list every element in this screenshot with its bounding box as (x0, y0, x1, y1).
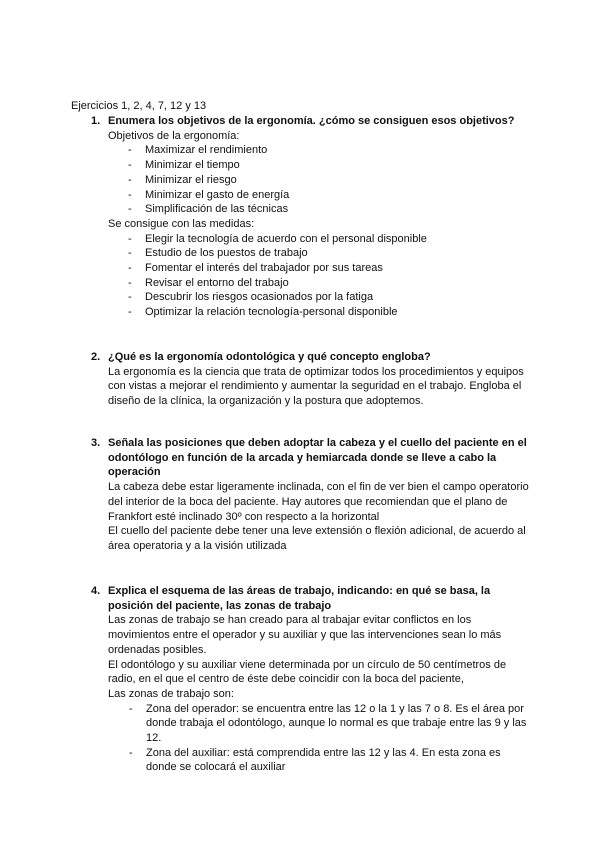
question-1-title-row (91, 114, 531, 129)
question-4-number: 4. (91, 585, 101, 597)
question-1-number: 1. (91, 115, 101, 127)
question-3-body (91, 480, 531, 554)
list-item: - Maximizar el rendimiento (128, 143, 531, 158)
question-2 (91, 350, 531, 409)
list-item: - Elegir la tecnología de acuerdo con el personal disponible (128, 232, 531, 247)
question-2-body (91, 365, 531, 409)
question-1-body (91, 129, 531, 320)
measures-label: Se consigue con las medidas: (108, 217, 255, 230)
list-item: - Revisar el entorno del trabajo (128, 276, 531, 291)
question-2-title: ¿Qué es la ergonomía odontológica y qué concepto engloba? (108, 351, 431, 363)
question-4-body (91, 613, 531, 775)
list-item: - Estudio de los puestos de trabajo (128, 246, 531, 261)
list-item: - Simplificación de las técnicas (128, 202, 531, 217)
objectives-label: Objetivos de la ergonomía: (108, 129, 240, 142)
measures-list (108, 232, 531, 320)
exercise-header: Ejercicios 1, 2, 4, 7, 12 y 13 (71, 100, 207, 112)
list-item: - Minimizar el gasto de energía (128, 188, 531, 203)
question-3-title: Señala las posiciones que deben adoptar la cabeza y el cuello del paciente en el odontólogo en función de la arcada y hemiarcada donde se lleve a cabo la operación (108, 437, 527, 479)
list-item: - Zona del auxiliar: está comprendida entre las 12 y las 4. En esta zona es donde se colocará el auxiliar (129, 746, 531, 775)
question-2-title-row (91, 350, 531, 365)
question-4-title-row (91, 584, 531, 613)
question-3-title-row (91, 436, 531, 480)
list-item: - Minimizar el riesgo (128, 173, 531, 188)
objectives-list (108, 143, 531, 217)
list-item: - Descubrir los riesgos ocasionados por la fatiga (128, 290, 531, 305)
question-2-number: 2. (91, 351, 101, 363)
question-4-paragraph-2: El odontólogo y su auxiliar viene determinada por un círculo de 50 centímetros de radio, en el que el centro de éste debe coincidir con la boca del paciente, (108, 658, 507, 686)
list-item: - Minimizar el tiempo (128, 158, 531, 173)
list-item: - Fomentar el interés del trabajador por sus tareas (128, 261, 531, 276)
question-3 (91, 436, 531, 554)
question-1-title: Enumera los objetivos de la ergonomía. ¿cómo se consiguen esos objetivos? (108, 115, 515, 127)
question-4-title: Explica el esquema de las áreas de trabajo, indicando: en qué se basa, la posición del paciente, las zonas de trabajo (108, 585, 491, 612)
question-4 (91, 584, 531, 775)
question-1 (91, 114, 531, 320)
question-3-paragraph-1: La cabeza debe estar ligeramente inclinada, con el fin de ver bien el campo operatorio del interior de la boca del paciente. Hay autores que recomiendan que el plano de Frankfort esté inclinado 30º con respecto a la horizontal (108, 481, 529, 523)
question-4-paragraph-3: Las zonas de trabajo son: (108, 687, 234, 700)
list-item: - Zona del operador: se encuentra entre las 12 o la 1 y las 7 o 8. Es el área por donde trabaja el odontólogo, aunque lo normal es que trabaje entre las 9 y las 12. (129, 702, 531, 746)
question-2-paragraph: La ergonomía es la ciencia que trata de optimizar todos los procedimientos y equipos con vistas a mejorar el rendimiento y aumentar la seguridad en el trabajo. Engloba el diseño de la clínica, la organización y la postura que adoptemos. (108, 365, 524, 408)
list-item: - Optimizar la relación tecnología-personal disponible (128, 305, 531, 320)
question-3-number: 3. (91, 437, 101, 449)
zones-list (108, 702, 531, 776)
question-3-paragraph-2: El cuello del paciente debe tener una leve extensión o flexión adicional, de acuerdo al área operatoria y a la visión utilizada (108, 525, 526, 552)
question-4-paragraph-1: Las zonas de trabajo se han creado para al trabajar evitar conflictos en los movimientos entre el operador y su auxiliar y que las intervenciones sean lo más ordenadas posibles. (108, 614, 502, 656)
